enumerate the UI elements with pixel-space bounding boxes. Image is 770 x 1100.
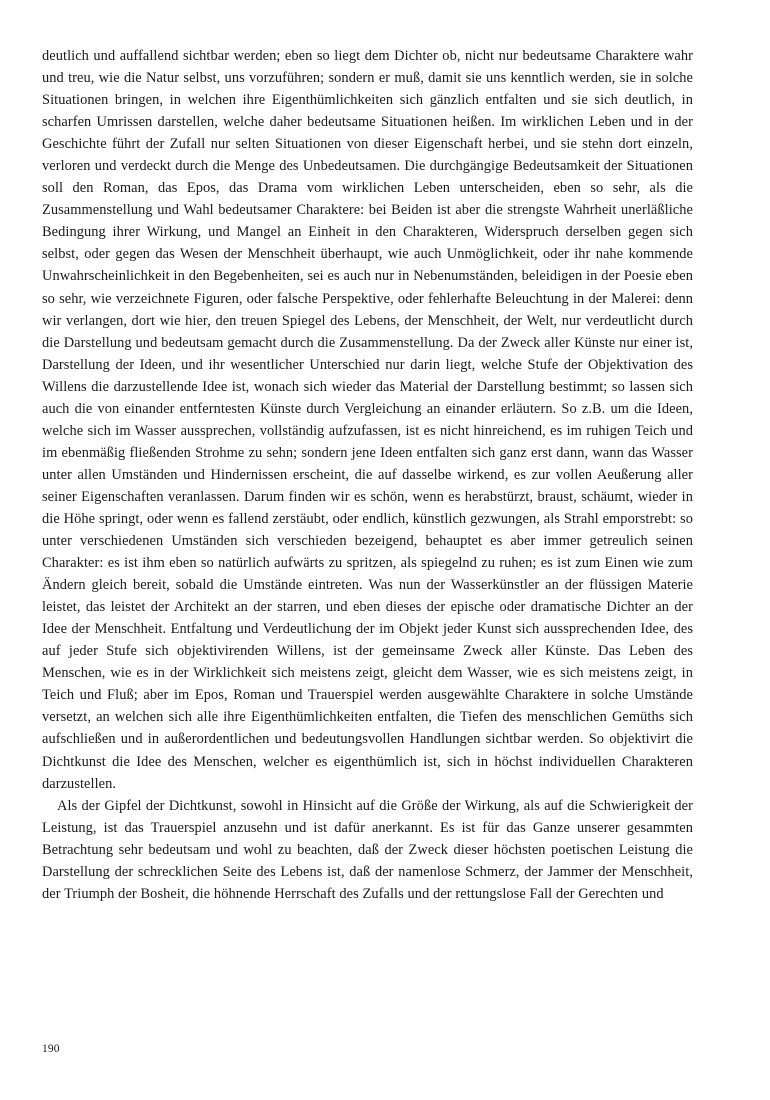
body-paragraph-tragedy: Als der Gipfel der Dichtkunst, sowohl in Hinsicht auf die Größe der Wirkung, als auf die Schwierigkeit der Leistung, ist das Trauerspiel anzusehn und ist dafür anerkannt. Es ist für das Ganze unserer gesammten Betrachtung sehr bedeutsam und wohl zu beachten, daß der Zweck dieser höchsten poetischen Leistung die Darstellung der schrecklichen Seite des Lebens ist, daß der namenlose Schmerz, der Jammer der Menschheit, der Triumph der Bosheit, die höhnende Herrschaft des Zufalls und der rettungslose Fall der Gerechten und — [42, 797, 693, 902]
page-number: 190 — [42, 1043, 60, 1055]
body-paragraph-continued: deutlich und auffallend sichtbar werden; eben so liegt dem Dichter ob, nicht nur bedeutsame Charaktere wahr und treu, wie die Natur selbst, uns vorzuführen; sondern er muß, damit sie uns kenntlich werden, sie in solche Situationen bringen, in welchen ihre Eigenthümlichkeiten sich gänzlich entfalten und sie sich deutlich, in scharfen Umrissen darstellen, welche daher bedeutsame Situationen heißen. Im wirklichen Leben und in der Geschichte führt der Zufall nur selten Situationen von dieser Eigenschaft herbei, und sie stehn dort einzeln, verloren und verdeckt durch die Menge des Unbedeutsamen. Die durchgängige Bedeutsamkeit der Situationen soll den Roman, das Epos, das Drama vom wirklichen Leben unterscheiden, eben so sehr, als die Zusammenstellung und Wahl bedeutsamer Charaktere: bei Beiden ist aber die strengste Wahrheit unerläßliche Bedingung ihrer Wirkung, und Mangel an Einheit in den Charakteren, Widerspruch derselben gegen sich selbst, oder gegen das Wesen der Menschheit überhaupt, wie auch Unmöglichkeit, oder ihr nahe kommende Unwahrscheinlichkeit in den Begebenheiten, sei es auch nur in Nebenumständen, beleidigen in der Poesie eben so sehr, wie verzeichnete Figuren, oder falsche Perspektive, oder fehlerhafte Beleuchtung in der Malerei: denn wir verlangen, dort wie hier, den treuen Spiegel des Lebens, der Menschheit, der Welt, nur verdeutlicht durch die Darstellung und bedeutsam gemacht durch die Zusammenstellung. Da der Zweck aller Künste nur einer ist, Darstellung der Ideen, und ihr wesentlicher Unterschied nur darin liegt, welche Stufe der Objektivation des Willens die darzustellende Idee ist, wonach sich wieder das Material der Darstellung bestimmt; so lassen sich auch die von einander entferntesten Künste durch Vergleichung an einander erläutern. So z.B. um die Ideen, welche sich im Wasser aussprechen, vollständig aufzufassen, ist es nicht hinreichend, es im ruhigen Teich und im ebenmäßig fließenden Strohme zu sehn; sondern jene Ideen entfalten sich ganz erst dann, wann das Wasser unter allen Umständen und Hindernissen erscheint, die auf dasselbe wirkend, es zur vollen Aeußerung aller seiner Eigenschaften veranlassen. Darum finden wir es schön, wenn es herabstürzt, braust, schäumt, wieder in die Höhe springt, oder wenn es fallend zerstäubt, oder endlich, künstlich gezwungen, als Strahl emporstrebt: so unter verschiedenen Umständen sich verschieden bezeigend, behauptet es aber immer getreulich seinen Charakter: es ist ihm eben so natürlich aufwärts zu spritzen, als spiegelnd zu ruhen; es ist zum Einen wie zum Ändern gleich bereit, sobald die Umstände eintreten. Was nun der Wasserkünstler an der flüssigen Materie leistet, das leistet der Architekt an der starren, und eben dieses der epische oder dramatische Dichter an der Idee der Menschheit. Entfaltung und Verdeutlichung der im Objekt jeder Kunst sich aussprechenden Idee, des auf jeder Stufe sich objektivirenden Willens, ist der gemeinsame Zweck aller Künste. Das Leben des Menschen, wie es in der Wirklichkeit sich meistens zeigt, gleicht dem Wasser, wie es sich meistens zeigt, in Teich und Fluß; aber im Epos, Roman und Trauerspiel werden ausgewählte Charaktere in solche Umstände versetzt, an welchen sich alle ihre Eigenthümlichkeiten entfalten, die Tiefen des menschlichen Gemüths sich aufschließen und in außerordentlichen und bedeutungsvollen Handlungen sichtbar werden. So objektivirt die Dichtkunst die Idee des Menschen, welcher es eigenthümlich ist, sich in höchst individuellen Charakteren darzustellen. — [42, 48, 693, 792]
page-text-block — [42, 45, 693, 905]
